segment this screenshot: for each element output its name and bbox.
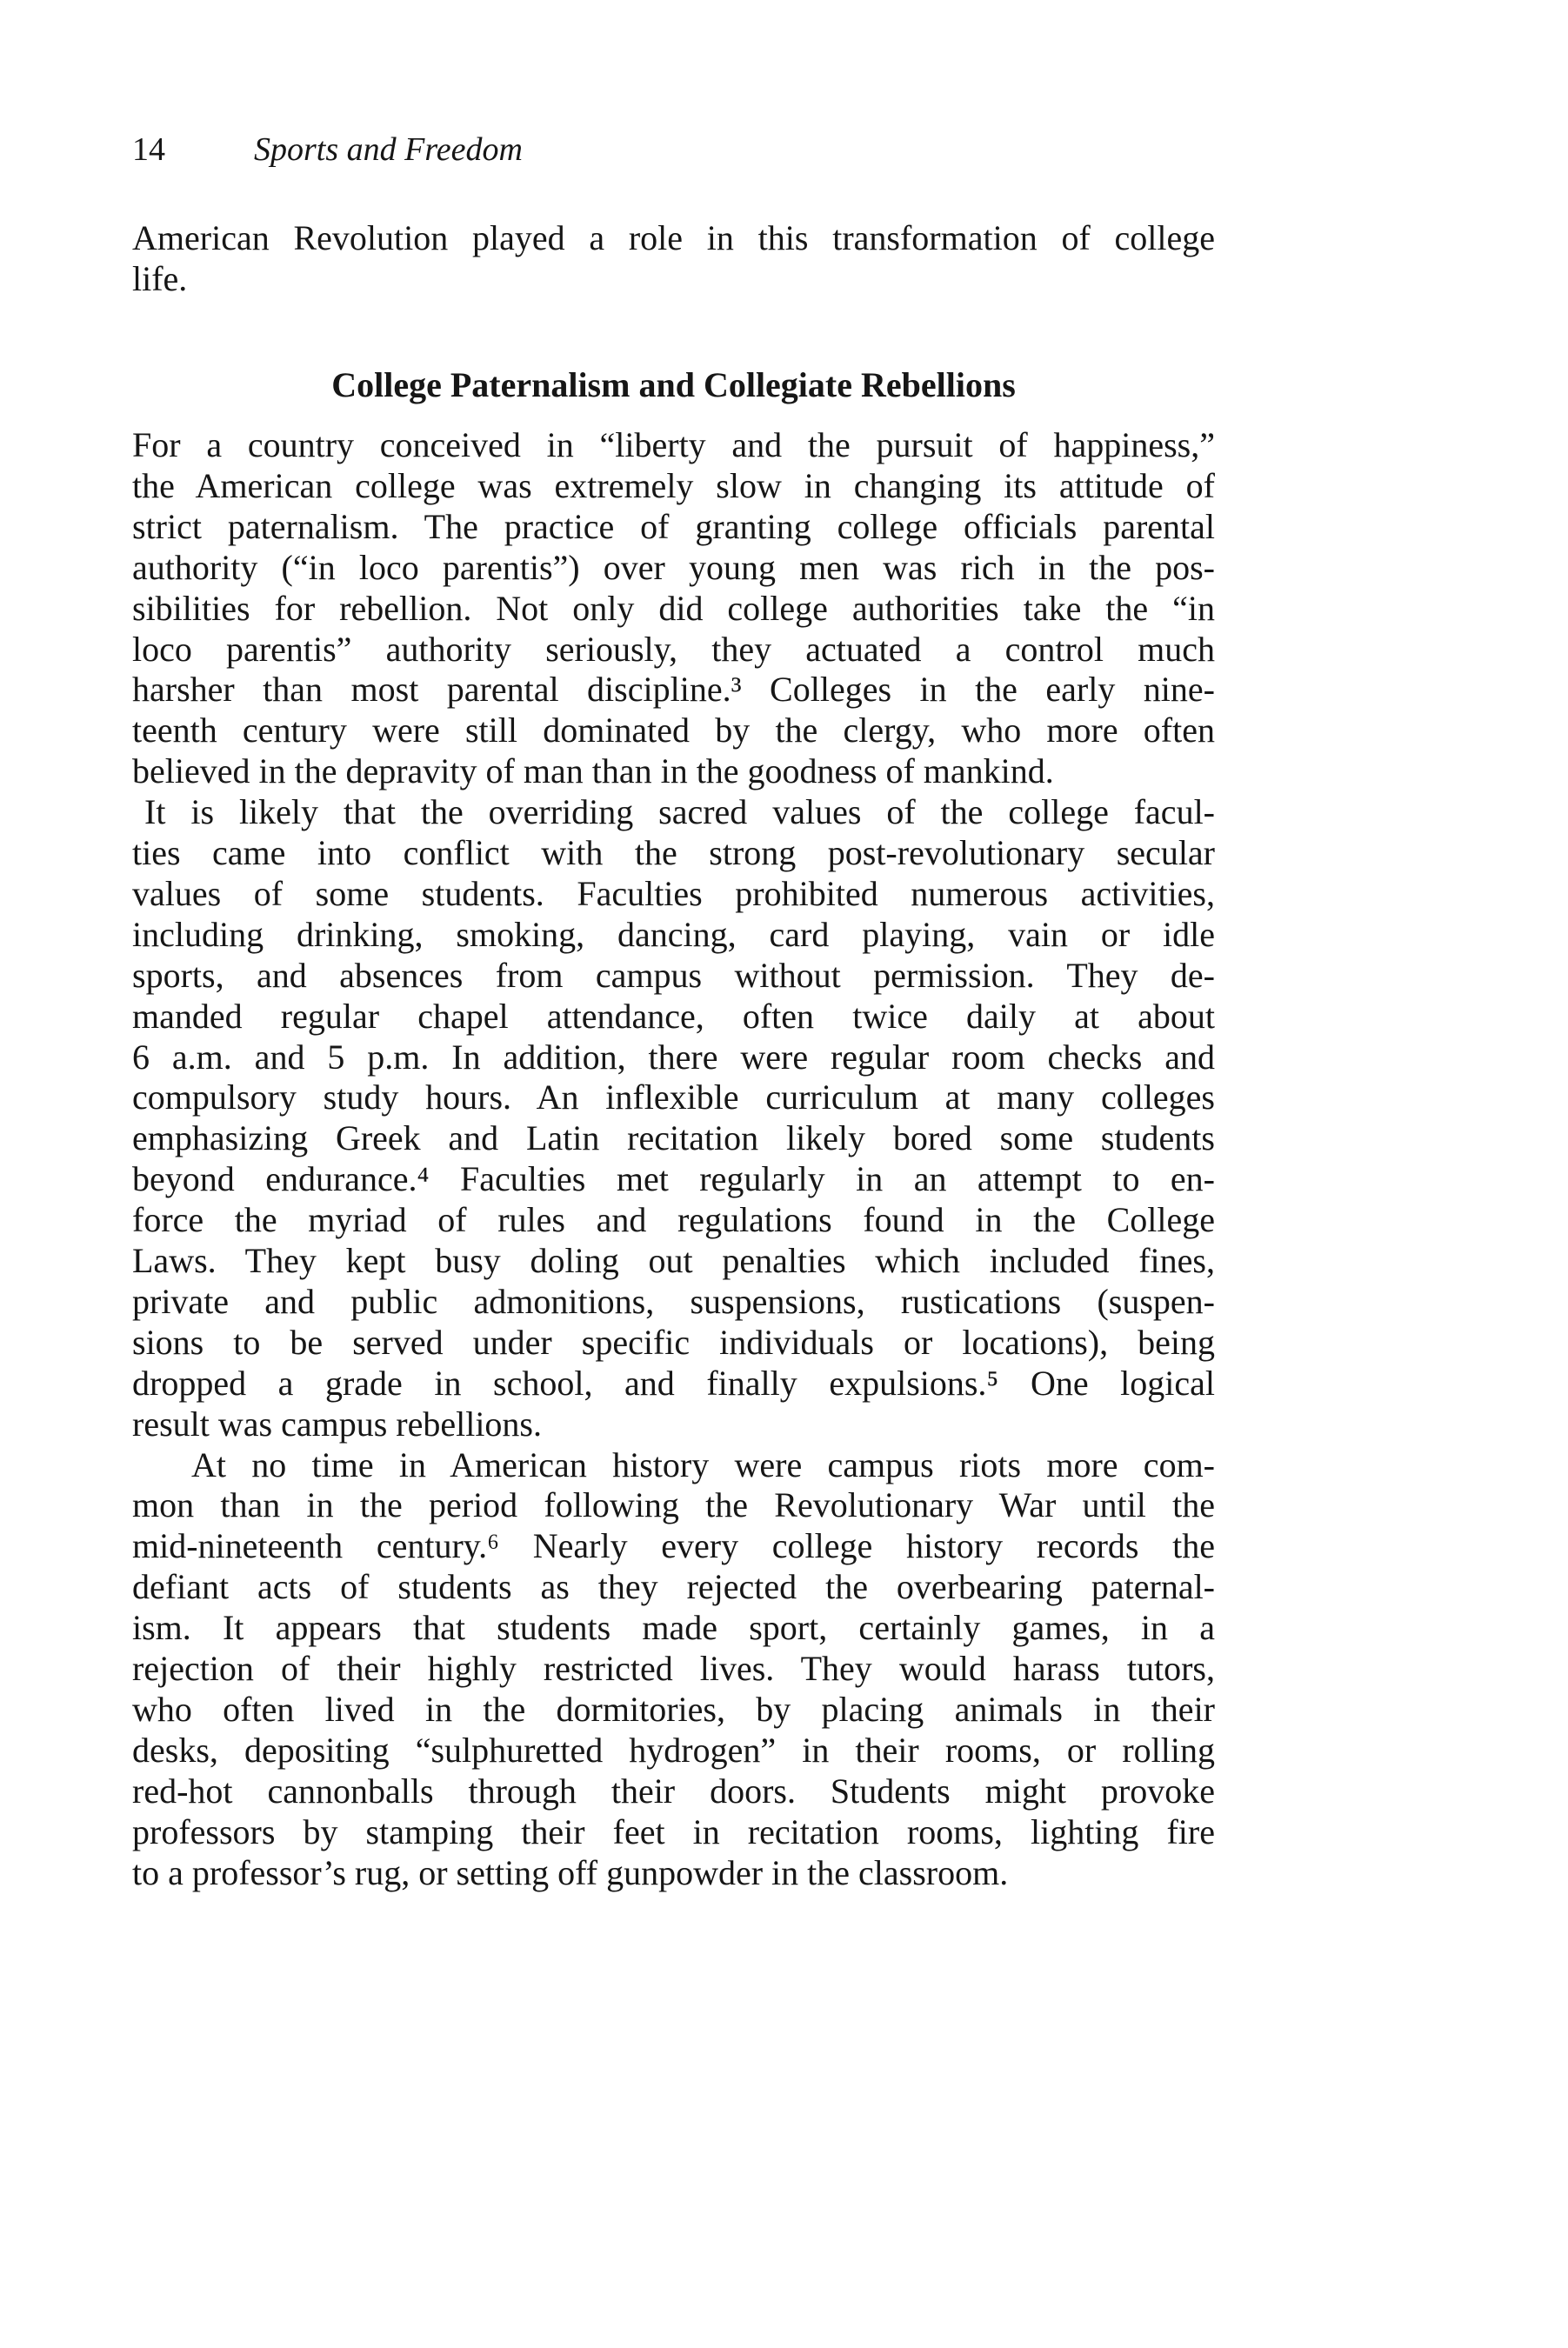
- paragraph-line: sions to be served under specific individuals or locations), being: [132, 1322, 1215, 1362]
- intro-line: American Revolution played a role in this transformation of college: [132, 218, 1215, 257]
- paragraph-line: For a country conceived in “liberty and the pursuit of happiness,”: [132, 425, 1215, 464]
- paragraph-line: harsher than most parental discipline.³ Colleges in the early nine-: [132, 670, 1215, 710]
- paragraph-line: values of some students. Faculties prohibited numerous activities,: [132, 873, 1215, 913]
- paragraph-line: emphasizing Greek and Latin recitation likely bored some students: [132, 1118, 1215, 1158]
- paragraph-line: to a professor’s rug, or setting off gunpowder in the classroom.: [132, 1852, 1009, 1892]
- paragraph-line: who often lived in the dormitories, by placing animals in their: [132, 1689, 1215, 1729]
- paragraph-line: It is likely that the overriding sacred values of the college facul-: [144, 792, 1215, 832]
- paragraph-line: dropped a grade in school, and finally expulsions.⁵ One logical: [132, 1363, 1215, 1403]
- paragraph-line: including drinking, smoking, dancing, card playing, vain or idle: [132, 914, 1215, 954]
- paragraph-line: force the myriad of rules and regulations found in the College: [132, 1200, 1215, 1240]
- paragraph-line: believed in the depravity of man than in the goodness of mankind.: [132, 751, 1054, 791]
- paragraph-line: loco parentis” authority seriously, they actuated a control much: [132, 629, 1215, 669]
- paragraph-line: ism. It appears that students made sport, certainly games, in a: [132, 1608, 1215, 1648]
- paragraph-line: 6 a.m. and 5 p.m. In addition, there were regular room checks and: [132, 1037, 1215, 1077]
- paragraph-line: private and public admonitions, suspensions, rustications (suspen-: [132, 1281, 1215, 1321]
- paragraph-line: desks, depositing “sulphuretted hydrogen” in their rooms, or rolling: [132, 1730, 1215, 1770]
- paragraph-line: red-hot cannonballs through their doors. Students might provoke: [132, 1771, 1215, 1811]
- paragraph-line: mid-nineteenth century.⁶ Nearly every college history records the: [132, 1526, 1215, 1566]
- paragraph-line: At no time in American history were campus riots more com-: [191, 1444, 1215, 1484]
- paragraph-line: mon than in the period following the Revolutionary War until the: [132, 1485, 1215, 1525]
- paragraph-line: sibilities for rebellion. Not only did college authorities take the “in: [132, 588, 1215, 628]
- paragraph-line: sports, and absences from campus without permission. They de-: [132, 955, 1215, 995]
- paragraph-line: teenth century were still dominated by the clergy, who more often: [132, 710, 1215, 750]
- paragraph-line: manded regular chapel attendance, often twice daily at about: [132, 996, 1215, 1036]
- page-number: 14: [132, 131, 165, 168]
- paragraph-line: beyond endurance.⁴ Faculties met regularly in an attempt to en-: [132, 1159, 1215, 1199]
- paragraph-line: result was campus rebellions.: [132, 1404, 542, 1444]
- paragraph-line: compulsory study hours. An inflexible curriculum at many colleges: [132, 1077, 1215, 1117]
- paragraph-line: professors by stamping their feet in recitation rooms, lighting fire: [132, 1811, 1215, 1851]
- intro-line: life.: [132, 259, 188, 298]
- paragraph-line: authority (“in loco parentis”) over young men was rich in the pos-: [132, 547, 1215, 587]
- paragraph-line: strict paternalism. The practice of granting college officials parental: [132, 506, 1215, 546]
- paragraph-line: ties came into conflict with the strong post-revolutionary secular: [132, 833, 1215, 872]
- paragraph-line: defiant acts of students as they rejected the overbearing paternal-: [132, 1567, 1215, 1607]
- running-head-title: Sports and Freedom: [254, 131, 523, 168]
- paragraph-line: rejection of their highly restricted lives. They would harass tutors,: [132, 1649, 1215, 1688]
- paragraph-line: Laws. They kept busy doling out penalties which included fines,: [132, 1241, 1215, 1280]
- section-heading: College Paternalism and Collegiate Rebellions: [331, 365, 1016, 404]
- paragraph-line: the American college was extremely slow in changing its attitude of: [132, 465, 1215, 505]
